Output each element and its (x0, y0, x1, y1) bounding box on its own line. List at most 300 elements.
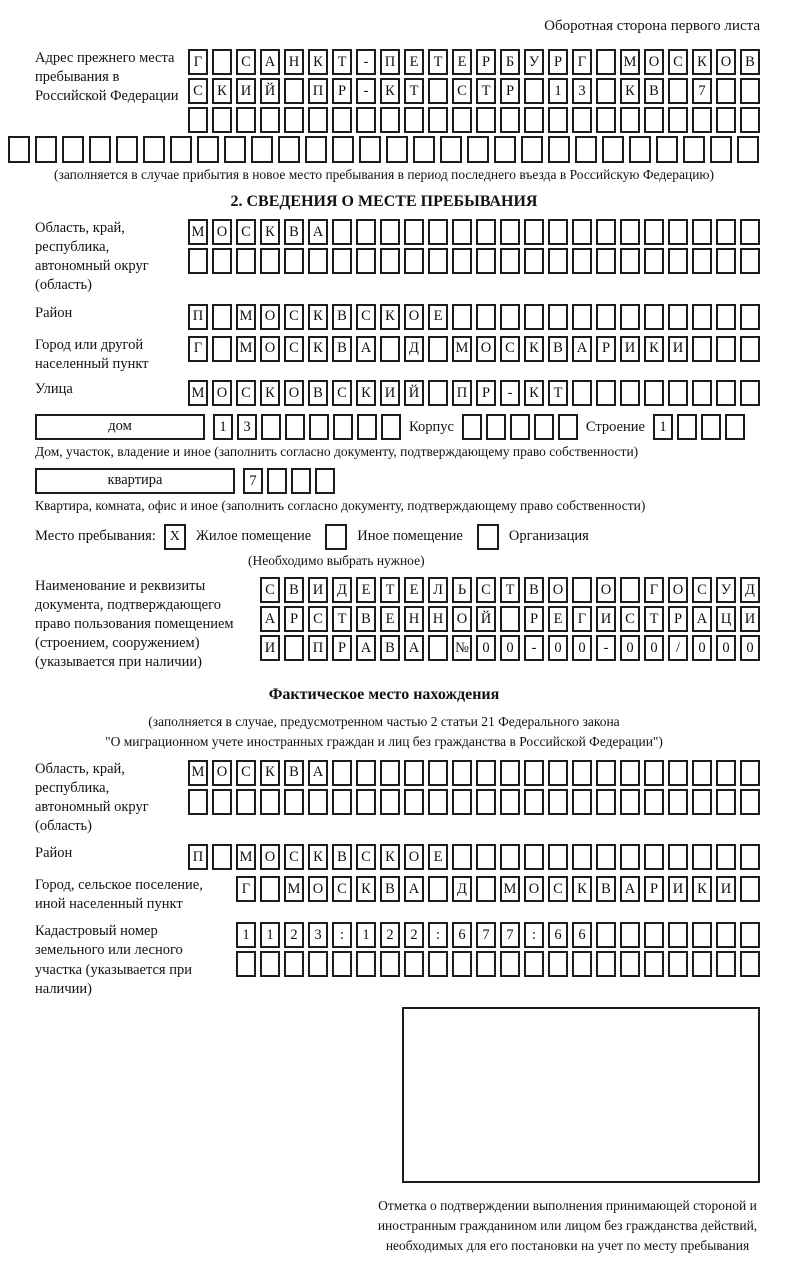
char-cell (500, 248, 520, 274)
char-cell: Р (548, 49, 568, 75)
char-cell: К (572, 876, 592, 902)
char-cell: Т (404, 78, 424, 104)
char-cell (476, 876, 496, 902)
char-cell (644, 304, 664, 330)
char-cell: Т (428, 49, 448, 75)
apartment-row (35, 468, 760, 494)
char-cell: Й (260, 78, 280, 104)
char-cell (629, 136, 651, 163)
char-cell (332, 951, 352, 977)
char-cell (692, 380, 712, 406)
char-cell (548, 248, 568, 274)
char-cell (500, 844, 520, 870)
char-cell (740, 876, 760, 902)
char-cell (309, 414, 329, 440)
char-cell: 6 (452, 922, 472, 948)
section-2-title: 2. СВЕДЕНИЯ О МЕСТЕ ПРЕБЫВАНИЯ (230, 193, 538, 210)
ownership-document-line-1 (260, 577, 760, 603)
char-cell (548, 304, 568, 330)
char-cell (380, 760, 400, 786)
char-cell: В (548, 336, 568, 362)
char-cell (452, 107, 472, 133)
char-cell: В (740, 49, 760, 75)
char-cell (236, 248, 256, 274)
char-cell (740, 78, 760, 104)
char-cell: Л (428, 577, 448, 603)
char-cell: 6 (548, 922, 568, 948)
char-cell (668, 107, 688, 133)
char-cell: К (308, 336, 328, 362)
char-cell (260, 951, 280, 977)
residential-checkbox: X (164, 524, 186, 550)
char-cell (596, 78, 616, 104)
char-cell (524, 219, 544, 245)
char-cell: 7 (692, 78, 712, 104)
char-cell: Р (644, 876, 664, 902)
char-cell (261, 414, 281, 440)
char-cell (212, 49, 232, 75)
char-cell: Б (500, 49, 520, 75)
char-cell (716, 844, 736, 870)
apartment-number-cells (243, 468, 335, 494)
char-cell (428, 789, 448, 815)
char-cell (212, 107, 232, 133)
building-label: Корпус (409, 418, 454, 435)
char-cell: 3 (237, 414, 257, 440)
char-cell (620, 789, 640, 815)
char-cell (572, 380, 592, 406)
char-cell (500, 951, 520, 977)
char-cell: Ц (716, 606, 736, 632)
char-cell: С (356, 304, 376, 330)
street-row (8, 380, 760, 406)
char-cell (740, 304, 760, 330)
char-cell: А (620, 876, 640, 902)
apartment-note: Квартира, комната, офис и иное (заполнить согласно документу, подтверждающему право собственности) (35, 497, 646, 513)
char-cell: 0 (572, 635, 592, 661)
char-cell (548, 219, 568, 245)
char-cell: О (716, 49, 736, 75)
char-cell (332, 107, 352, 133)
actual-region-line-2 (188, 789, 760, 815)
char-cell (332, 219, 352, 245)
char-cell (188, 789, 208, 815)
char-cell (380, 107, 400, 133)
char-cell: С (236, 380, 256, 406)
char-cell (596, 107, 616, 133)
city-line (188, 336, 760, 362)
char-cell (452, 760, 472, 786)
char-cell (428, 248, 448, 274)
char-cell (572, 789, 592, 815)
char-cell: С (236, 760, 256, 786)
char-cell: П (188, 844, 208, 870)
char-cell: И (740, 606, 760, 632)
char-cell (596, 760, 616, 786)
char-cell: М (236, 844, 256, 870)
char-cell (692, 304, 712, 330)
char-cell: И (668, 336, 688, 362)
char-cell (197, 136, 219, 163)
char-cell (668, 951, 688, 977)
char-cell: О (260, 844, 280, 870)
char-cell (212, 789, 232, 815)
char-cell: 0 (500, 635, 520, 661)
char-cell (620, 304, 640, 330)
actual-location-note-1: (заполняется в случае, предусмотренном частью 2 статьи 21 Федерального закона (148, 714, 620, 730)
char-cell (740, 219, 760, 245)
street-label: Улица (35, 380, 73, 397)
organization-checkbox (477, 524, 499, 550)
char-cell: К (356, 876, 376, 902)
previous-address-note: (заполняется в случае прибытия в новое место пребывания в период последнего въезда в Российскую Федерацию) (53, 167, 715, 182)
char-cell: И (668, 876, 688, 902)
char-cell (333, 414, 353, 440)
char-cell: Е (548, 606, 568, 632)
char-cell (284, 107, 304, 133)
char-cell: В (356, 606, 376, 632)
char-cell (170, 136, 192, 163)
char-cell (644, 789, 664, 815)
char-cell (534, 414, 554, 440)
char-cell: К (524, 336, 544, 362)
char-cell (476, 107, 496, 133)
char-cell: Г (572, 606, 592, 632)
char-cell (596, 789, 616, 815)
char-cell (467, 136, 489, 163)
stamp-area (8, 1007, 760, 1183)
char-cell (620, 844, 640, 870)
char-cell (596, 49, 616, 75)
char-cell: С (452, 78, 472, 104)
char-cell: М (188, 219, 208, 245)
char-cell (668, 760, 688, 786)
char-cell: С (284, 844, 304, 870)
char-cell (524, 107, 544, 133)
char-cell (692, 336, 712, 362)
char-cell: : (428, 922, 448, 948)
char-cell: И (716, 876, 736, 902)
char-cell (716, 789, 736, 815)
char-cell (524, 951, 544, 977)
char-cell (644, 951, 664, 977)
char-cell: Д (452, 876, 472, 902)
char-cell: И (380, 380, 400, 406)
char-cell: М (236, 336, 256, 362)
char-cell (356, 951, 376, 977)
char-cell: С (236, 219, 256, 245)
char-cell (8, 136, 30, 163)
char-cell (572, 951, 592, 977)
char-cell (305, 136, 327, 163)
char-cell: П (308, 78, 328, 104)
char-cell: 1 (236, 922, 256, 948)
cadastral-label: Кадастровый номер земельного или лесного участка (указывается при наличии) (35, 923, 192, 997)
char-cell (143, 136, 165, 163)
city-row (8, 336, 760, 374)
char-cell: К (380, 844, 400, 870)
structure-label: Строение (585, 418, 645, 435)
char-cell (404, 789, 424, 815)
actual-location-note-2: "О миграционном учете иностранных граждан и лиц без гражданства в Российской Федерации") (105, 733, 663, 749)
char-cell (476, 219, 496, 245)
char-cell (644, 844, 664, 870)
char-cell: - (524, 635, 544, 661)
char-cell: Е (356, 577, 376, 603)
char-cell (285, 414, 305, 440)
actual-region-block (8, 760, 760, 837)
district-row (8, 304, 760, 330)
char-cell: О (596, 577, 616, 603)
region-line-2 (188, 248, 760, 274)
char-cell (716, 219, 736, 245)
char-cell: Ь (452, 577, 472, 603)
char-cell (692, 219, 712, 245)
char-cell (668, 78, 688, 104)
actual-district-line (188, 844, 760, 870)
char-cell: И (260, 635, 280, 661)
char-cell (188, 107, 208, 133)
char-cell: А (260, 49, 280, 75)
char-cell: С (548, 876, 568, 902)
char-cell (356, 760, 376, 786)
char-cell (710, 136, 732, 163)
char-cell: Г (188, 49, 208, 75)
char-cell (701, 414, 721, 440)
char-cell: В (332, 304, 352, 330)
char-cell (500, 760, 520, 786)
char-cell: К (308, 844, 328, 870)
char-cell: О (212, 219, 232, 245)
char-cell (524, 248, 544, 274)
char-cell: К (692, 49, 712, 75)
char-cell (332, 248, 352, 274)
char-cell: Н (428, 606, 448, 632)
char-cell (356, 219, 376, 245)
char-cell (692, 922, 712, 948)
char-cell: 3 (308, 922, 328, 948)
char-cell: О (404, 304, 424, 330)
char-cell: Р (476, 49, 496, 75)
char-cell (558, 414, 578, 440)
char-cell (380, 219, 400, 245)
char-cell (428, 219, 448, 245)
char-cell (359, 136, 381, 163)
char-cell (596, 219, 616, 245)
char-cell (668, 248, 688, 274)
char-cell (692, 844, 712, 870)
char-cell: С (308, 606, 328, 632)
char-cell (357, 414, 377, 440)
char-cell: В (380, 876, 400, 902)
char-cell (524, 844, 544, 870)
char-cell: Т (500, 577, 520, 603)
char-cell (620, 219, 640, 245)
char-cell: К (260, 219, 280, 245)
char-cell: Т (380, 577, 400, 603)
street-line (188, 380, 760, 406)
char-cell (404, 760, 424, 786)
char-cell: О (668, 577, 688, 603)
char-cell: В (524, 577, 544, 603)
char-cell (740, 336, 760, 362)
char-cell: М (452, 336, 472, 362)
char-cell: А (356, 336, 376, 362)
char-cell (212, 844, 232, 870)
char-cell (596, 248, 616, 274)
char-cell (291, 468, 311, 494)
char-cell: : (332, 922, 352, 948)
char-cell (428, 951, 448, 977)
char-cell (284, 78, 304, 104)
char-cell (476, 304, 496, 330)
char-cell: С (284, 304, 304, 330)
char-cell: П (188, 304, 208, 330)
actual-district-label: Район (35, 845, 73, 861)
char-cell (716, 922, 736, 948)
char-cell: К (308, 304, 328, 330)
char-cell (494, 136, 516, 163)
char-cell (740, 789, 760, 815)
char-cell: У (716, 577, 736, 603)
previous-address-line-2 (188, 78, 760, 104)
actual-region-label: Область, край, республика, автономный округ (область) (35, 760, 149, 834)
char-cell: Т (332, 606, 352, 632)
char-cell: А (692, 606, 712, 632)
char-cell: Н (284, 49, 304, 75)
char-cell (428, 876, 448, 902)
actual-city-line (236, 876, 760, 902)
char-cell: К (308, 49, 328, 75)
char-cell: С (692, 577, 712, 603)
char-cell: А (404, 635, 424, 661)
char-cell: С (476, 577, 496, 603)
char-cell: М (188, 760, 208, 786)
char-cell: С (260, 577, 280, 603)
char-cell: Р (332, 635, 352, 661)
region-grid (188, 219, 760, 274)
char-cell (716, 951, 736, 977)
char-cell (740, 380, 760, 406)
previous-address-label: Адрес прежнего места пребывания в Российской Федерации (35, 50, 179, 105)
char-cell (452, 304, 472, 330)
char-cell (236, 789, 256, 815)
char-cell: Е (428, 304, 448, 330)
char-cell: 0 (716, 635, 736, 661)
char-cell (548, 844, 568, 870)
char-cell: П (380, 49, 400, 75)
other-premises-label: Иное помещение (357, 528, 463, 545)
char-cell: К (692, 876, 712, 902)
char-cell (413, 136, 435, 163)
char-cell: А (308, 760, 328, 786)
char-cell (356, 789, 376, 815)
house-type-box: дом (35, 414, 205, 440)
char-cell (428, 760, 448, 786)
char-cell (620, 922, 640, 948)
char-cell: 0 (476, 635, 496, 661)
char-cell (428, 107, 448, 133)
char-cell: Г (644, 577, 664, 603)
char-cell (596, 380, 616, 406)
cadastral-block (8, 922, 760, 999)
char-cell: И (236, 78, 256, 104)
char-cell (476, 248, 496, 274)
char-cell: Е (452, 49, 472, 75)
char-cell: О (260, 304, 280, 330)
char-cell: 7 (243, 468, 263, 494)
char-cell: О (212, 760, 232, 786)
char-cell (500, 219, 520, 245)
char-cell: О (260, 336, 280, 362)
char-cell: Т (644, 606, 664, 632)
char-cell: К (356, 380, 376, 406)
char-cell: С (356, 844, 376, 870)
char-cell: Т (332, 49, 352, 75)
char-cell (267, 468, 287, 494)
char-cell: - (596, 635, 616, 661)
char-cell (308, 107, 328, 133)
char-cell (452, 248, 472, 274)
char-cell (212, 304, 232, 330)
char-cell (308, 951, 328, 977)
char-cell: : (524, 922, 544, 948)
char-cell: С (332, 876, 352, 902)
char-cell (524, 78, 544, 104)
char-cell: С (500, 336, 520, 362)
char-cell: Д (740, 577, 760, 603)
structure-cells (653, 414, 745, 440)
char-cell (212, 336, 232, 362)
char-cell (260, 107, 280, 133)
house-row (35, 414, 760, 440)
char-cell (620, 107, 640, 133)
cadastral-line-1 (236, 922, 760, 948)
char-cell: 2 (380, 922, 400, 948)
char-cell: К (524, 380, 544, 406)
char-cell: Д (332, 577, 352, 603)
char-cell (602, 136, 624, 163)
ownership-document-grid (260, 577, 760, 661)
char-cell: О (212, 380, 232, 406)
cadastral-grid (236, 922, 760, 977)
char-cell (620, 577, 640, 603)
char-cell (500, 606, 520, 632)
char-cell (548, 789, 568, 815)
char-cell: Г (188, 336, 208, 362)
char-cell (716, 248, 736, 274)
char-cell: В (332, 336, 352, 362)
char-cell (572, 107, 592, 133)
apartment-type-box: квартира (35, 468, 235, 494)
char-cell: 0 (692, 635, 712, 661)
char-cell (35, 136, 57, 163)
place-type-note: (Необходимо выбрать нужное) (248, 552, 425, 568)
char-cell (620, 380, 640, 406)
char-cell (620, 951, 640, 977)
char-cell (716, 78, 736, 104)
char-cell (380, 336, 400, 362)
char-cell (212, 248, 232, 274)
char-cell (548, 107, 568, 133)
char-cell (572, 844, 592, 870)
char-cell (740, 844, 760, 870)
char-cell (278, 136, 300, 163)
char-cell: 0 (644, 635, 664, 661)
char-cell: С (668, 49, 688, 75)
char-cell: Р (284, 606, 304, 632)
char-cell (500, 304, 520, 330)
